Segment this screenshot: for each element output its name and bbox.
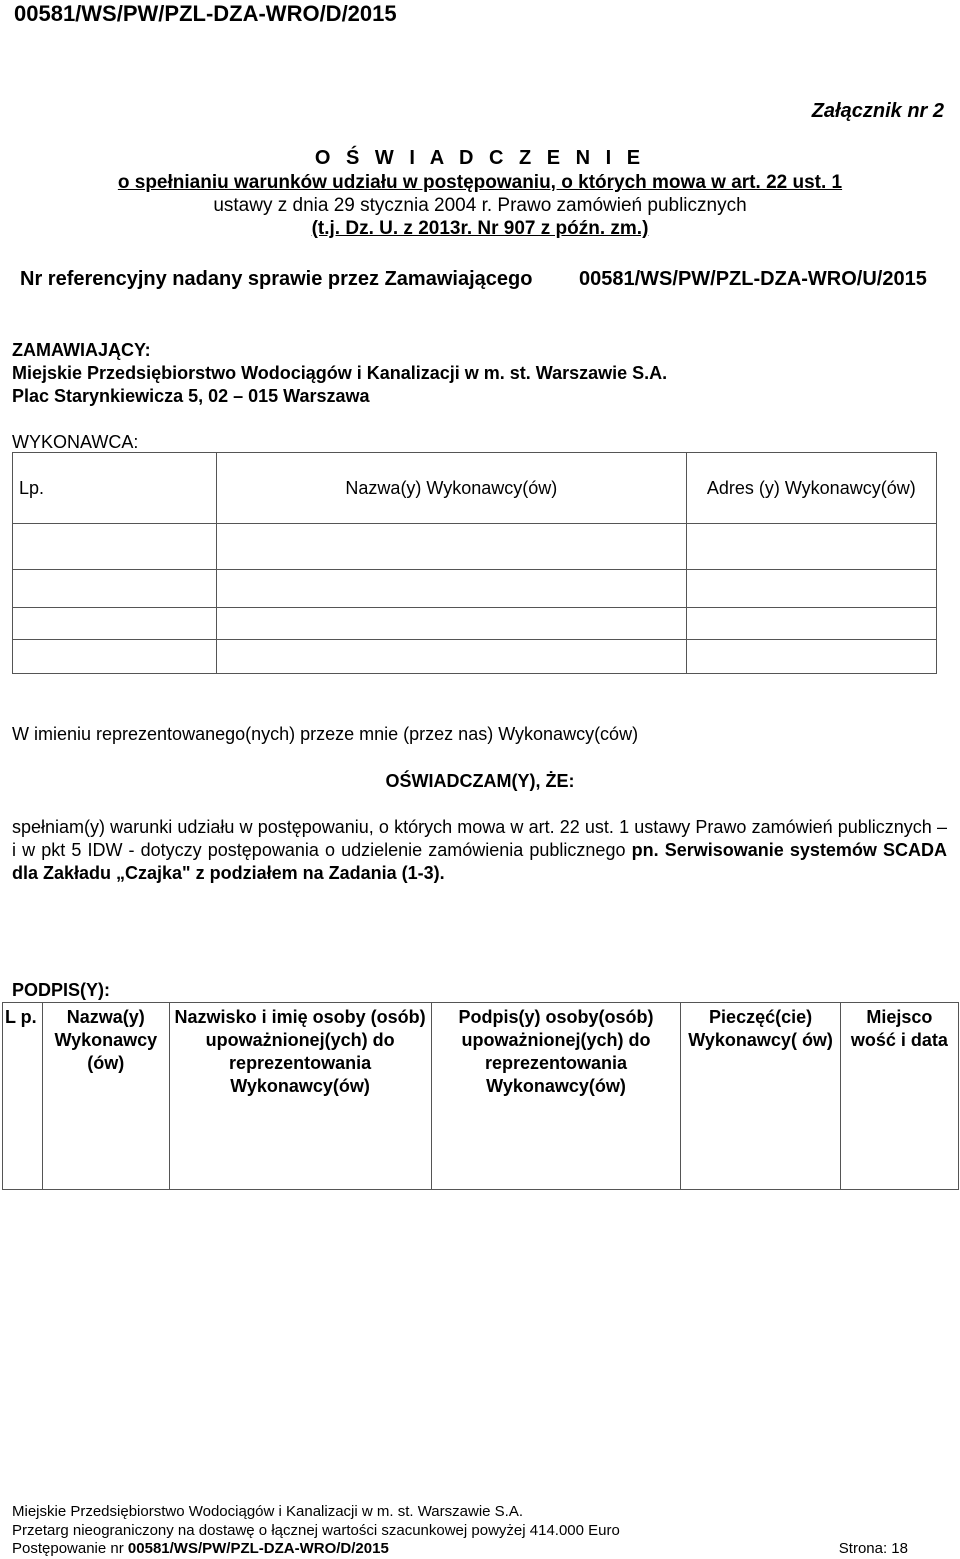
reference-number: 00581/WS/PW/PZL-DZA-WRO/U/2015 [579, 268, 927, 290]
table-cell[interactable] [686, 640, 936, 674]
col-sig-stamp: Pieczęć(cie) Wykonawcy( ów) [681, 1003, 840, 1190]
declaration-heading: OŚWIADCZAM(Y), ŻE: [385, 771, 575, 791]
footer-procedure-number: 00581/WS/PW/PZL-DZA-WRO/D/2015 [127, 1540, 389, 1557]
subtitle-line-1: o spełnianiu warunków udziału w postępowaniu, o których mowa w art. 22 ust. 1 [117, 172, 843, 193]
table-cell[interactable] [217, 640, 686, 674]
col-contractor-address: Adres (y) Wykonawcy(ów) [686, 453, 936, 524]
signatures-label: PODPIS(Y): [12, 980, 111, 1000]
document-title: O Ś W I A D C Z E N I E [314, 147, 646, 169]
table-row [13, 570, 937, 608]
footer-tender: Przetarg nieograniczony na dostawę o łącznej wartości szacunkowej powyżej 414.000 Euro [12, 1522, 620, 1539]
footer-procedure-label: Postępowanie nr [12, 1540, 124, 1557]
subtitle-line-3: (t.j. Dz. U. z 2013r. Nr 907 z późn. zm.) [311, 218, 649, 239]
footer-company: Miejskie Przedsiębiorstwo Wodociągów i Kanalizacji w m. st. Warszawie S.A. [12, 1503, 524, 1520]
contractor-table-header [13, 453, 937, 524]
contractor-label: WYKONAWCA: [12, 432, 139, 452]
table-row [13, 640, 937, 674]
contractor-table [12, 452, 937, 674]
table-row [13, 608, 937, 640]
col-contractor-name: Nazwa(y) Wykonawcy(ów) [217, 453, 686, 524]
signatures-table-header [3, 1003, 959, 1190]
col-sig-signature: Podpis(y) osoby(osób) upoważnionej(ych) do reprezentowania Wykonawcy(ów) [431, 1003, 681, 1190]
statement-body [12, 816, 947, 885]
col-lp: Lp. [13, 453, 217, 524]
annex-label: Załącznik nr 2 [811, 100, 944, 122]
subtitle-line-2: ustawy z dnia 29 stycznia 2004 r. Prawo zamówień publicznych [213, 195, 747, 216]
footer-page-number: Strona: 18 [838, 1540, 908, 1557]
table-cell[interactable] [13, 608, 217, 640]
reference-label: Nr referencyjny nadany sprawie przez Zamawiającego [20, 268, 533, 290]
table-cell[interactable] [217, 524, 686, 570]
table-cell[interactable] [13, 640, 217, 674]
buyer-address: Plac Starynkiewicza 5, 02 – 015 Warszawa [12, 386, 370, 406]
footer-procedure [12, 1540, 389, 1557]
statement-intro: W imieniu reprezentowanego(nych) przeze mnie (przez nas) Wykonawcy(ców) [12, 724, 639, 744]
document-number-header: 00581/WS/PW/PZL-DZA-WRO/D/2015 [14, 1, 397, 26]
col-sig-lp: L p. [3, 1003, 43, 1190]
col-sig-place-date: Miejsco wość i data [840, 1003, 958, 1190]
table-cell[interactable] [217, 608, 686, 640]
document-subtitle [0, 171, 960, 240]
table-cell[interactable] [686, 570, 936, 608]
statement-subject: pn. Serwisowanie systemów SCADA dla Zakładu „Czajka" z podziałem na Zadania (1-3). [12, 840, 947, 883]
table-cell[interactable] [13, 570, 217, 608]
col-sig-contractor: Nazwa(y) Wykonawcy (ów) [43, 1003, 169, 1190]
table-row [13, 524, 937, 570]
table-cell[interactable] [686, 524, 936, 570]
statement-text: spełniam(y) warunki udziału w postępowaniu, o których mowa w art. 22 ust. 1 ustawy Prawo zamówień publicznych – i w pkt 5 IDW - dotyczy postępowania o udzielenie zamówienia publicznego [12, 817, 947, 860]
buyer-label: ZAMAWIAJĄCY: [12, 340, 151, 360]
table-cell[interactable] [217, 570, 686, 608]
table-cell[interactable] [686, 608, 936, 640]
buyer-name: Miejskie Przedsiębiorstwo Wodociągów i Kanalizacji w m. st. Warszawie S.A. [12, 363, 668, 383]
signatures-table [2, 1002, 959, 1190]
col-sig-person: Nazwisko i imię osoby (osób) upoważnionej(ych) do reprezentowania Wykonawcy(ów) [169, 1003, 431, 1190]
table-cell[interactable] [13, 524, 217, 570]
